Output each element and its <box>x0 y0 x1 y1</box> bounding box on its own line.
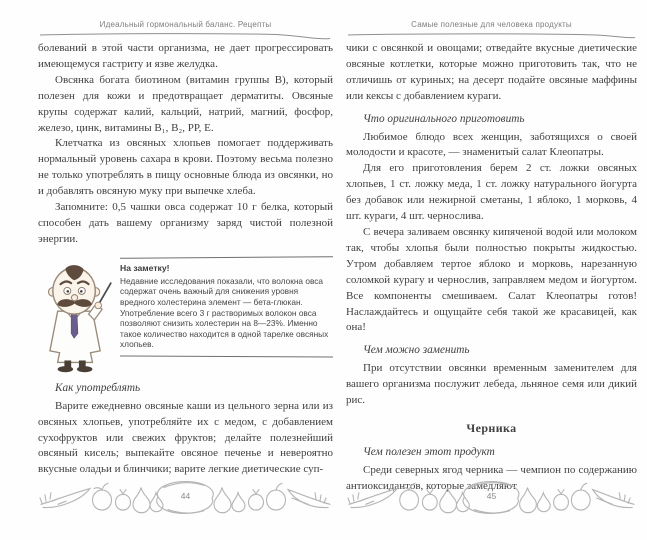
note-bottom-rule <box>120 355 333 357</box>
paragraph: Клетчатка из овсяных хлопьев помогает поддерживать нормальный уровень сахара в крови. Поэтому весьма полезно не только употреблять в пищу основные блюда из овсянки, но и добавлять овсяную муку при выпечке хлеба. <box>38 137 333 198</box>
note-title: На заметку! <box>120 262 170 273</box>
note-text-column <box>114 254 333 357</box>
section-heading: Чем полезен этот продукт <box>363 445 495 458</box>
doctor-with-pointer-illustration <box>38 260 114 374</box>
section-heading: Как употреблять <box>55 381 141 394</box>
paragraph: Среди северных ягод черника — чемпион по содержанию антиоксидантов, которые замедляют <box>346 463 637 492</box>
left-page-text <box>38 41 333 248</box>
header-rule <box>346 31 637 41</box>
chapter-title: Черника <box>466 420 517 435</box>
section-heading: Что оригинального приготовить <box>363 112 525 125</box>
page-number: 45 <box>486 491 497 501</box>
header-rule <box>38 31 333 41</box>
note-box <box>38 254 333 374</box>
right-page-text <box>346 41 637 495</box>
paragraph: чики с овсянкой и овощами; отведайте вкусные диетические овсяные котлетки, которые можно приготовить так, что не отличишь от куриных; на десерт подайте овсяные маффины или кексы с добавлением кураги. <box>346 42 637 102</box>
page-right <box>346 16 637 524</box>
paragraph: Варите ежедневно овсяные каши из цельного зерна или из овсяных хлопьев, употребляйте их с медом, с добавлением сухофруктов или свежих фруктов; делайте полезнейший овсяный кисель; выпекайте овсяное печенье и невероятно вкусные оладьи и блинчики; варите легкие диетические суп- <box>38 399 333 476</box>
page-footer <box>346 478 637 518</box>
paragraph: Запомните: 0,5 чашки овса содержат 10 г белка, который способен дать вашему организму заряд чистой полезной энергии. <box>38 201 333 245</box>
note-body: Недавние исследования показали, что волокна овса содержат очень важный для снижения уровня вредного холестерина элемент — бета-глюкан. Употребление всего 3 г растворимых волокон овса позволяют снизить холестерин на 8—23%. Именно такое количество находится в одной тарелке овсяных хлопьев. <box>120 275 329 350</box>
paragraph: Для его приготовления берем 2 ст. ложки овсяных хлопьев, 1 ст. ложку меда, 1 ст. ложку натурального йогурта без добавок или нежирной сметаны, 1 яблоко, 1 морковь, 4 шт. кураги, 4 шт. чернослива. <box>346 162 637 223</box>
paragraph: Любимое блюдо всех женщин, заботящихся о своей молодости и красоте, — знаменитый салат Клеопатры. <box>346 130 637 159</box>
page-left <box>38 16 333 524</box>
running-head-left: Идеальный гормональный баланс. Рецепты <box>99 20 272 29</box>
page-number: 44 <box>180 491 191 501</box>
paragraph: С вечера заливаем овсянку кипяченой водой или молоком так, чтобы хлопья были полностью покрыты жидкостью. Утром добавляем тертое яблоко и морковь, нарезанную соломкой курагу и чернослив, заправляем медом и йогуртом. Все компоненты смешиваем. Салат Клеопатры готов! Наслаждайтесь и ощущайте себя такой же красавицей, как она! <box>346 225 637 334</box>
section-heading: Чем можно заменить <box>363 344 470 357</box>
page-footer <box>38 478 333 518</box>
running-head-right: Самые полезные для человека продукты <box>411 20 572 29</box>
paragraph: болеваний в этой части организма, не дает прогрессировать имеющемуся гастриту и язве желудка. <box>38 42 333 70</box>
paragraph: При отсутствии овсянки временным заменителем для вашего организма послужит лебеда, льняное семя или дикий рис. <box>346 362 637 407</box>
left-page-lower-text <box>38 381 333 478</box>
note-top-rule <box>120 256 333 258</box>
paragraph: Овсянка богата биотином (витамин группы В), который полезен для кожи и предотвращает дерматиты. Овсяные крупы содержат калий, кальций, натрий, магний, фосфор, железо, цинк, витамины В₁, В₂, РР, Е. <box>38 73 333 134</box>
